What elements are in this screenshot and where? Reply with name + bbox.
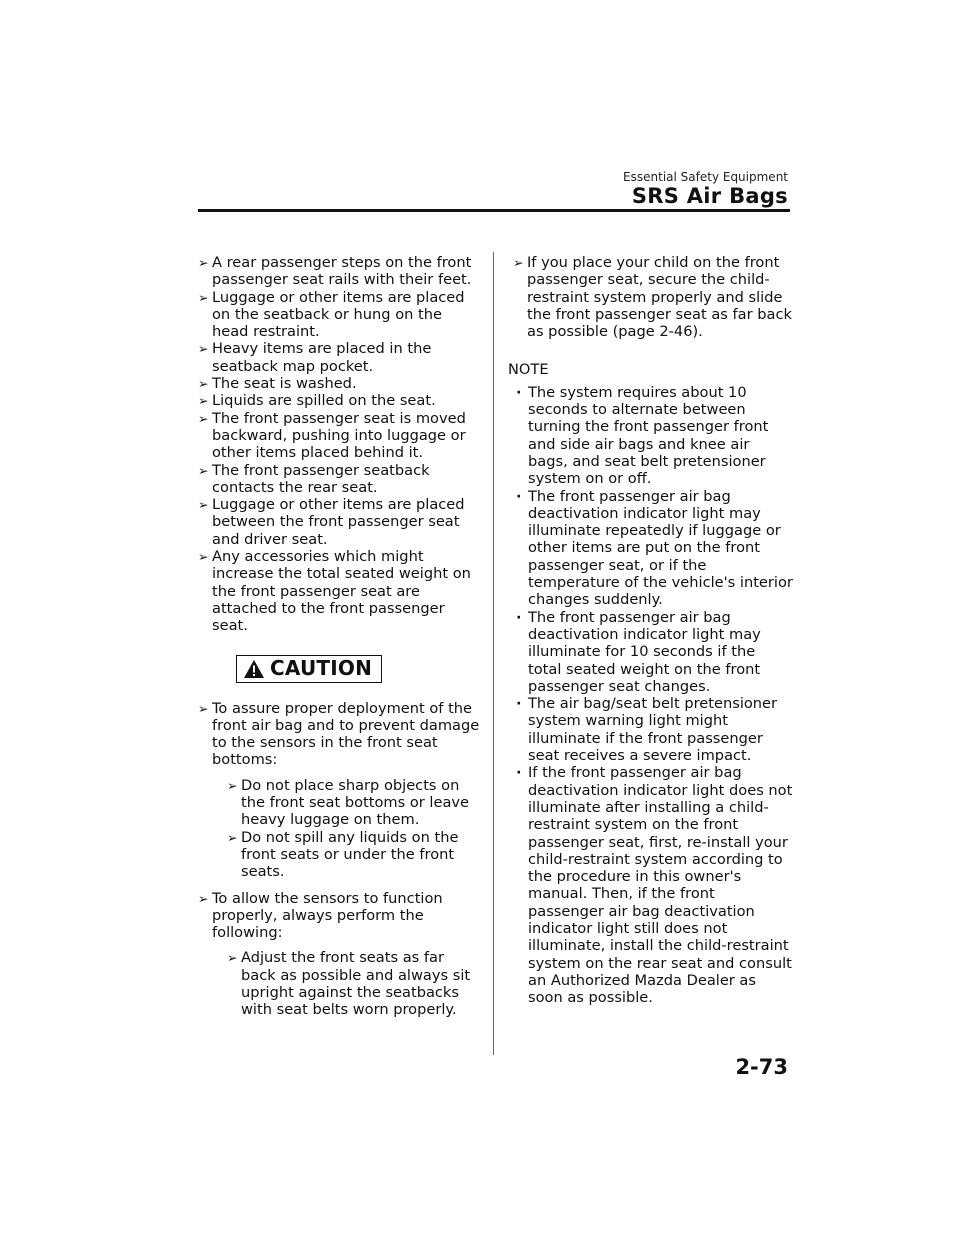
list-item: ➢ The seat is washed.: [198, 375, 480, 392]
caution-subitem: ➢ Adjust the front seats as far back as possible and always sit upright against the seatbacks with seat belts worn properly.: [227, 949, 480, 1018]
continued-list: [513, 254, 793, 340]
list-item: ➢ Luggage or other items are placed on the seatback or hung on the head restraint.: [198, 289, 480, 341]
caution-item: [198, 890, 480, 1019]
list-item: ➢ The front passenger seatback contacts the rear seat.: [198, 462, 480, 497]
list-item: ➢ Liquids are spilled on the seat.: [198, 392, 480, 409]
warning-triangle-icon: [243, 659, 265, 679]
caution-item: [198, 700, 480, 881]
page-number: 2-73: [735, 1055, 788, 1079]
caution-sublist: [227, 777, 480, 881]
caution-label: CAUTION: [270, 655, 373, 680]
note-item: · The system requires about 10 seconds to alternate between turning the front passenger front and side air bags and knee air bags, and seat belt pretensioner system on or off.: [513, 384, 793, 488]
note-item: · If the front passenger air bag deactivation indicator light does not illuminate after installing a child-restraint system on the front passenger seat, first, re-install your child-restraint system according to the procedure in this owner's manual. Then, if the front passenger air bag deactivation indicator light still does not illuminate, install the child-restraint system on the rear seat and consult an Authorized Mazda Dealer as soon as possible.: [513, 764, 793, 1006]
note-list: [513, 384, 793, 1007]
left-column: [198, 254, 480, 1028]
condition-list: [198, 254, 480, 635]
caution-box: [236, 655, 382, 683]
header-rule: [198, 209, 790, 212]
note-item: · The front passenger air bag deactivation indicator light may illuminate repeatedly if luggage or other items are put on the front passenger seat, or if the temperature of the vehicle's interior changes suddenly.: [513, 488, 793, 609]
list-item: ➢ Luggage or other items are placed between the front passenger seat and driver seat.: [198, 496, 480, 548]
column-separator: [493, 252, 494, 1055]
caution-sublist: [227, 949, 480, 1018]
caution-item-text: To allow the sensors to function properly, always perform the following:: [212, 889, 443, 942]
list-item: ➢ If you place your child on the front passenger seat, secure the child-restraint system properly and slide the front passenger seat as far back as possible (page 2-46).: [513, 254, 793, 340]
section-label: Essential Safety Equipment: [623, 170, 788, 184]
caution-list: [198, 700, 480, 1019]
caution-subitem: ➢ Do not spill any liquids on the front seats or under the front seats.: [227, 829, 480, 881]
note-item: · The air bag/seat belt pretensioner system warning light might illuminate if the front passenger seat receives a severe impact.: [513, 695, 793, 764]
page-title: SRS Air Bags: [631, 184, 788, 208]
note-item: · The front passenger air bag deactivation indicator light may illuminate for 10 seconds if the total seated weight on the front passenger seat changes.: [513, 609, 793, 695]
caution-item-text: To assure proper deployment of the front air bag and to prevent damage to the sensors in the front seat bottoms:: [212, 699, 480, 769]
caution-subitem: ➢ Do not place sharp objects on the front seat bottoms or leave heavy luggage on them.: [227, 777, 480, 829]
list-item: ➢ Any accessories which might increase the total seated weight on the front passenger seat are attached to the front passenger seat.: [198, 548, 480, 634]
list-item: ➢ Heavy items are placed in the seatback map pocket.: [198, 340, 480, 375]
list-item: ➢ A rear passenger steps on the front passenger seat rails with their feet.: [198, 254, 480, 289]
list-item: ➢ The front passenger seat is moved backward, pushing into luggage or other items placed behind it.: [198, 410, 480, 462]
note-label: NOTE: [508, 361, 549, 379]
right-column: [508, 254, 793, 1007]
